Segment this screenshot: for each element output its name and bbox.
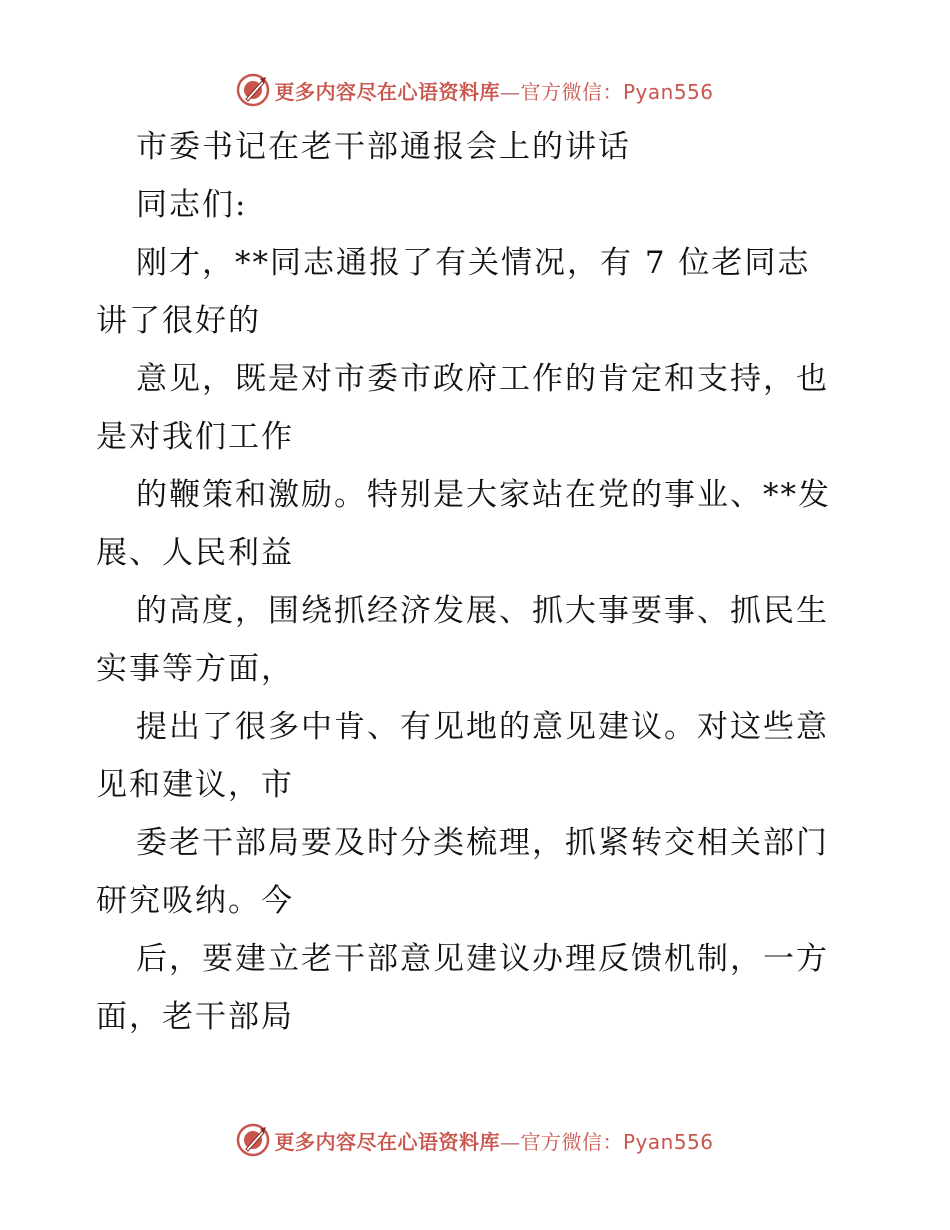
paragraph-line: 提出了很多中肯、有见地的意见建议。对这些意 <box>136 709 829 745</box>
watermark-brand: 更多内容尽在心语资料库 <box>274 79 500 104</box>
salutation: 同志们: <box>136 187 248 223</box>
paragraph-line: 的高度，围绕抓经济发展、抓大事要事、抓民生 <box>136 593 829 629</box>
paragraph-line: 研究吸纳。今 <box>96 883 294 919</box>
paragraph-line: 的鞭策和激励。特别是大家站在党的事业、**发 <box>136 477 831 513</box>
logo-icon <box>236 73 270 107</box>
paragraph-line: 刚才，**同志通报了有关情况，有 7 位老同志 <box>136 245 811 281</box>
paragraph-line: 面，老干部局 <box>96 999 294 1035</box>
watermark-official: 官方微信： <box>520 79 623 104</box>
watermark-id: Pyan556 <box>622 79 714 104</box>
document-body <box>96 118 856 1046</box>
paragraph-line: 展、人民利益 <box>96 535 294 571</box>
watermark-brand: 更多内容尽在心语资料库 <box>274 1129 500 1154</box>
paragraph-line: 委老干部局要及时分类梳理，抓紧转交相关部门 <box>136 825 829 861</box>
paragraph-line: 实事等方面， <box>96 651 294 687</box>
paragraph-line: 后，要建立老干部意见建议办理反馈机制，一方 <box>136 941 829 977</box>
logo-icon <box>236 1123 270 1157</box>
watermark-id: Pyan556 <box>622 1129 714 1154</box>
paragraph-line: 意见，既是对市委市政府工作的肯定和支持，也 <box>136 361 829 397</box>
footer-watermark <box>0 1120 950 1160</box>
watermark-dash: — <box>499 79 521 104</box>
watermark-text <box>274 76 713 105</box>
watermark-dash: — <box>499 1129 521 1154</box>
document-title: 市委书记在老干部通报会上的讲话 <box>136 129 631 165</box>
paragraph-line: 是对我们工作 <box>96 419 294 455</box>
paragraph-line: 见和建议，市 <box>96 767 294 803</box>
watermark-text <box>274 1126 713 1155</box>
header-watermark <box>0 70 950 110</box>
watermark-official: 官方微信： <box>520 1129 623 1154</box>
paragraph-line: 讲了很好的 <box>96 303 261 339</box>
